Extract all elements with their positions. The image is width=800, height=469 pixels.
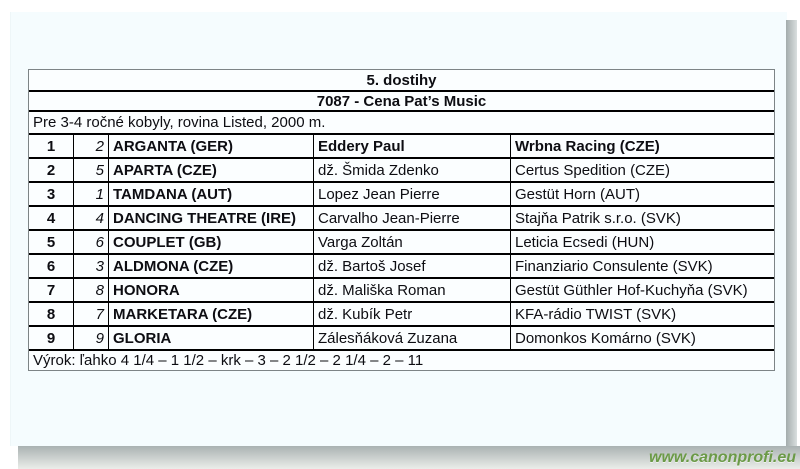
horse-name: MARKETARA (CZE) <box>109 303 314 327</box>
horse-name: ARGANTA (GER) <box>109 135 314 159</box>
start-number: 3 <box>74 255 109 279</box>
finish-position: 4 <box>29 207 74 231</box>
horse-name: GLORIA <box>109 327 314 351</box>
race-conditions-row <box>29 112 774 135</box>
owner-name: Gestüt Güthler Hof-Kuchyňa (SVK) <box>511 279 774 303</box>
start-number: 8 <box>74 279 109 303</box>
jockey-name: dž. Bartoš Josef <box>314 255 511 279</box>
sheet-shadow-right <box>786 20 797 469</box>
finish-position: 8 <box>29 303 74 327</box>
owner-name: Domonkos Komárno (SVK) <box>511 327 774 351</box>
owner-name: Stajňa Patrik s.r.o. (SVK) <box>511 207 774 231</box>
owner-name: Gestüt Horn (AUT) <box>511 183 774 207</box>
owner-name: Wrbna Racing (CZE) <box>511 135 774 159</box>
race-result-table <box>28 69 775 371</box>
horse-name: TAMDANA (AUT) <box>109 183 314 207</box>
finish-position: 2 <box>29 159 74 183</box>
jockey-name: dž. Šmida Zdenko <box>314 159 511 183</box>
jockey-name: Lopez Jean Pierre <box>314 183 511 207</box>
result-row <box>29 231 774 255</box>
watermark-url: www.canonprofi.eu <box>649 449 796 466</box>
result-row <box>29 183 774 207</box>
owner-name: Leticia Ecsedi (HUN) <box>511 231 774 255</box>
start-number: 9 <box>74 327 109 351</box>
jockey-name: dž. Kubík Petr <box>314 303 511 327</box>
start-number: 4 <box>74 207 109 231</box>
horse-name: HONORA <box>109 279 314 303</box>
horse-name: COUPLET (GB) <box>109 231 314 255</box>
start-number: 1 <box>74 183 109 207</box>
horse-name: ALDMONA (CZE) <box>109 255 314 279</box>
finish-position: 1 <box>29 135 74 159</box>
start-number: 6 <box>74 231 109 255</box>
finish-position: 9 <box>29 327 74 351</box>
finish-position: 5 <box>29 231 74 255</box>
start-number: 5 <box>74 159 109 183</box>
jockey-name: Zálesňáková Zuzana <box>314 327 511 351</box>
result-row <box>29 255 774 279</box>
finish-position: 7 <box>29 279 74 303</box>
horse-name: APARTA (CZE) <box>109 159 314 183</box>
jockey-name: Eddery Paul <box>314 135 511 159</box>
race-name: 7087 - Cena Pat’s Music <box>29 92 774 112</box>
owner-name: Certus Spedition (CZE) <box>511 159 774 183</box>
verdict-text: Výrok: ľahko 4 1/4 – 1 1/2 – krk – 3 – 2 1/2 – 2 1/4 – 2 – 11 <box>33 352 424 369</box>
result-row <box>29 279 774 303</box>
result-row <box>29 207 774 231</box>
finish-position: 3 <box>29 183 74 207</box>
jockey-name: Varga Zoltán <box>314 231 511 255</box>
finish-position: 6 <box>29 255 74 279</box>
result-row <box>29 135 774 159</box>
result-row <box>29 159 774 183</box>
jockey-name: dž. Mališka Roman <box>314 279 511 303</box>
horse-name: DANCING THEATRE (IRE) <box>109 207 314 231</box>
result-row <box>29 327 774 351</box>
result-row <box>29 303 774 327</box>
race-conditions: Pre 3-4 ročné kobyly, rovina Listed, 2000 m. <box>29 112 774 135</box>
owner-name: KFA-rádio TWIST (SVK) <box>511 303 774 327</box>
race-name-row <box>29 92 774 112</box>
race-title-row <box>29 70 774 92</box>
race-title: 5. dostihy <box>29 70 774 92</box>
start-number: 2 <box>74 135 109 159</box>
start-number: 7 <box>74 303 109 327</box>
owner-name: Finanziario Consulente (SVK) <box>511 255 774 279</box>
jockey-name: Carvalho Jean-Pierre <box>314 207 511 231</box>
verdict-row <box>29 351 774 370</box>
